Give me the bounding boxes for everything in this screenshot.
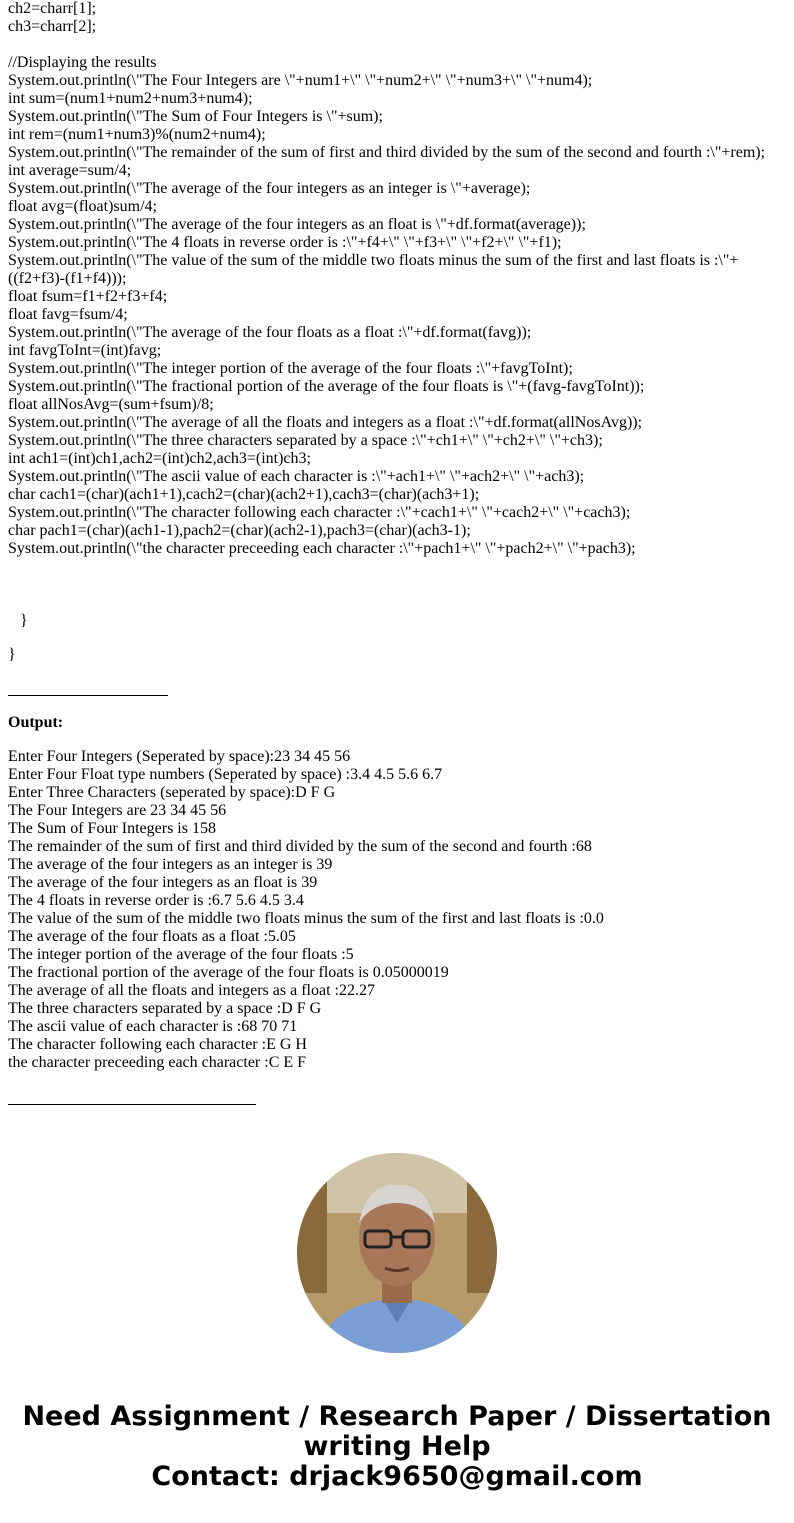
code-line: int favgToInt=(int)favg; (8, 342, 162, 359)
output-line: The value of the sum of the middle two floats minus the sum of the first and last floats is :0.0 (8, 910, 604, 927)
code-line: System.out.println(\"The average of all the floats and integers as a float :\"+df.format(allNosAvg)); (8, 414, 643, 431)
output-line: Enter Four Float type numbers (Seperated by space) :3.4 4.5 5.6 6.7 (8, 766, 443, 783)
code-line: float fsum=f1+f2+f3+f4; (8, 288, 168, 305)
contact-email: Contact: drjack9650@gmail.com (151, 1461, 643, 1492)
code-line: System.out.println(\"The average of the four integers as an float is \"+df.format(average)); (8, 216, 586, 233)
output-line: The Sum of Four Integers is 158 (8, 820, 216, 837)
code-line: System.out.println(\"The Four Integers are \"+num1+\" \"+num2+\" \"+num3+\" \"+num4); (8, 72, 593, 89)
output-line: The average of all the floats and integers as a float :22.27 (8, 982, 375, 999)
code-line: ch2=charr[1]; (8, 0, 97, 17)
output-line: The average of the four integers as an float is 39 (8, 874, 318, 891)
output-line: Enter Four Integers (Seperated by space):23 34 45 56 (8, 748, 351, 765)
closing-brace-class: } (8, 646, 16, 663)
code-line: ((f2+f3)-(f1+f4))); (8, 270, 127, 287)
output-line: The character following each character :E G H (8, 1036, 307, 1053)
output-heading: Output: (8, 714, 64, 731)
code-line: int average=sum/4; (8, 162, 132, 179)
output-line: The Four Integers are 23 34 45 56 (8, 802, 227, 819)
code-line: System.out.println(\"The integer portion of the average of the four floats :\"+favgToInt); (8, 360, 573, 377)
code-line: int rem=(num1+num3)%(num2+num4); (8, 126, 266, 143)
contact-banner (0, 1402, 794, 1492)
code-line: System.out.println(\"The 4 floats in reverse order is :\"+f4+\" \"+f3+\" \"+f2+\" \"+f1); (8, 234, 562, 251)
output-line: The 4 floats in reverse order is :6.7 5.6 4.5 3.4 (8, 892, 304, 909)
code-line: System.out.println(\"The average of the four integers as an integer is \"+average); (8, 180, 531, 197)
output-line: Enter Three Characters (seperated by space):D F G (8, 784, 336, 801)
code-top (8, 0, 794, 72)
output-line: the character preceeding each character :C E F (8, 1054, 307, 1071)
code-line: int ach1=(int)ch1,ach2=(int)ch2,ach3=(int)ch3; (8, 450, 311, 467)
output-line: The fractional portion of the average of the four floats is 0.05000019 (8, 964, 449, 981)
closing-brace-method: } (20, 612, 28, 629)
output-line: The ascii value of each character is :68 70 71 (8, 1018, 298, 1035)
output-line: The average of the four floats as a float :5.05 (8, 928, 296, 945)
code-line: System.out.println(\"The ascii value of each character is :\"+ach1+\" \"+ach2+\" \"+ach3); (8, 468, 585, 485)
code-line: float allNosAvg=(sum+fsum)/8; (8, 396, 214, 413)
code-line: System.out.println(\"the character preceeding each character :\"+pach1+\" \"+pach2+\" \"+pach3); (8, 540, 636, 557)
code-line: char cach1=(char)(ach1+1),cach2=(char)(ach2+1),cach3=(char)(ach3+1); (8, 486, 480, 503)
code-line: float favg=fsum/4; (8, 306, 128, 323)
code-line: System.out.println(\"The value of the sum of the middle two floats minus the sum of the first and last floats is :\"+ (8, 252, 739, 269)
code-line: System.out.println(\"The average of the four floats as a float :\"+df.format(favg)); (8, 324, 532, 341)
code-line: System.out.println(\"The fractional portion of the average of the four floats is \"+(favg-favgToInt)); (8, 378, 645, 395)
divider (8, 695, 168, 696)
code-line: //Displaying the results (8, 54, 157, 71)
output-block (8, 748, 794, 1072)
code-line: System.out.println(\"The remainder of the sum of first and third divided by the sum of the second and fourth :\"+rem); (8, 144, 766, 161)
author-photo (297, 1153, 497, 1353)
code-line: System.out.println(\"The character following each character :\"+cach1+\" \"+cach2+\" \"+cach3); (8, 504, 631, 521)
code-line: System.out.println(\"The Sum of Four Integers is \"+sum); (8, 108, 383, 125)
code-block (8, 72, 794, 558)
output-line: The average of the four integers as an integer is 39 (8, 856, 333, 873)
code-line: float avg=(float)sum/4; (8, 198, 157, 215)
code-line: int sum=(num1+num2+num3+num4); (8, 90, 253, 107)
output-line: The integer portion of the average of the four floats :5 (8, 946, 354, 963)
code-line: char pach1=(char)(ach1-1),pach2=(char)(ach2-1),pach3=(char)(ach3-1); (8, 522, 471, 539)
output-line: The three characters separated by a space :D F G (8, 1000, 322, 1017)
banner-line: writing Help (303, 1431, 491, 1462)
code-line: ch3=charr[2]; (8, 18, 97, 35)
output-line: The remainder of the sum of first and third divided by the sum of the second and fourth :68 (8, 838, 592, 855)
code-line: System.out.println(\"The three characters separated by a space :\"+ch1+\" \"+ch2+\" \"+ch3); (8, 432, 603, 449)
code-line (8, 36, 794, 54)
banner-line: Need Assignment / Research Paper / Dissertation (22, 1401, 772, 1432)
divider (8, 1104, 256, 1105)
